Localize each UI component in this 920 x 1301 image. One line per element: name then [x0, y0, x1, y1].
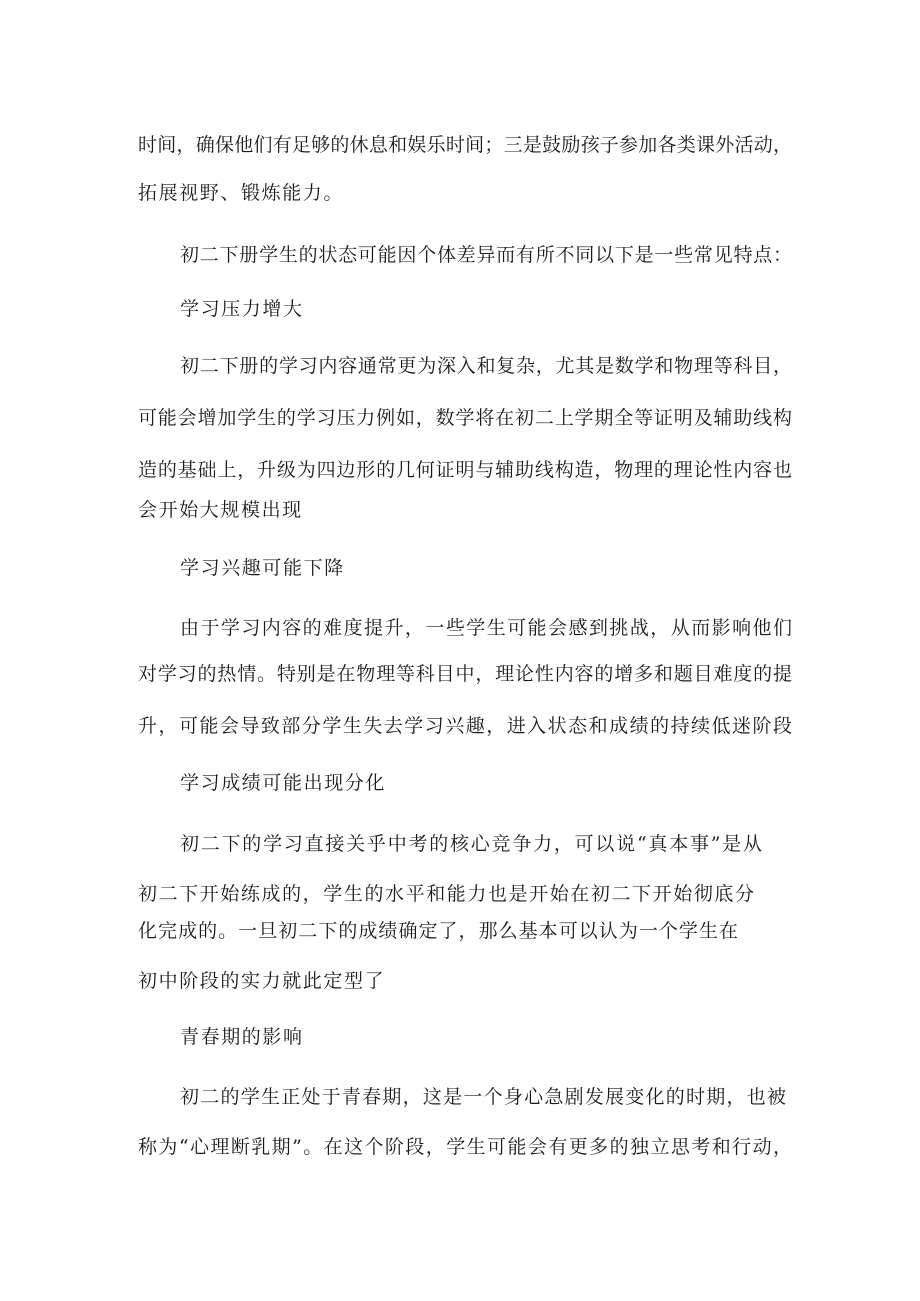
- text-line: 初二下开始练成的，学生的水平和能力也是开始在初二下开始彻底分: [138, 883, 754, 905]
- text-line: 时间，确保他们有足够的休息和娱乐时间；三是鼓励孩子参加各类课外活动，: [138, 134, 792, 156]
- text-line: 化完成的。一旦初二下的成绩确定了，那么基本可以认为一个学生在: [138, 920, 738, 942]
- section-heading: 学习兴趣可能下降: [180, 557, 345, 579]
- text-line: 可能会增加学生的学习压力例如，数学将在初二上学期全等证明及辅助线构: [138, 407, 792, 429]
- section-heading: 青春期的影响: [180, 1026, 304, 1048]
- text-line: 初二下册的学习内容通常更为深入和复杂，尤其是数学和物理等科目，: [180, 355, 792, 377]
- text-line: 对学习的热情。特别是在物理等科目中，理论性内容的增多和题目难度的提: [138, 663, 792, 685]
- section-heading: 学习成绩可能出现分化: [180, 772, 387, 794]
- text-line: 初二的学生正处于青春期，这是一个身心急剧发展变化的时期，也被: [180, 1086, 786, 1108]
- text-line: 拓展视野、锻炼能力。: [138, 182, 345, 204]
- section-heading: 学习压力增大: [180, 298, 304, 320]
- text-line: 由于学习内容的难度提升，一些学生可能会感到挑战，从而影响他们: [180, 617, 792, 639]
- text-line: 升，可能会导致部分学生失去学习兴趣，进入状态和成绩的持续低迷阶段: [138, 715, 792, 737]
- text-line: 会开始大规模出现: [138, 499, 303, 521]
- text-line: 初中阶段的实力就此定型了: [138, 970, 386, 992]
- text-line: 初二下的学习直接关乎中考的核心竞争力，可以说“真本事”是从: [180, 833, 762, 855]
- text-line: 称为“心理断乳期”。在这个阶段，学生可能会有更多的独立思考和行动，: [138, 1136, 792, 1158]
- paragraph-intro: 初二下册学生的状态可能因个体差异而有所不同以下是一些常见特点：: [180, 244, 792, 266]
- text-line: 造的基础上，升级为四边形的几何证明与辅助线构造，物理的理论性内容也: [138, 459, 792, 481]
